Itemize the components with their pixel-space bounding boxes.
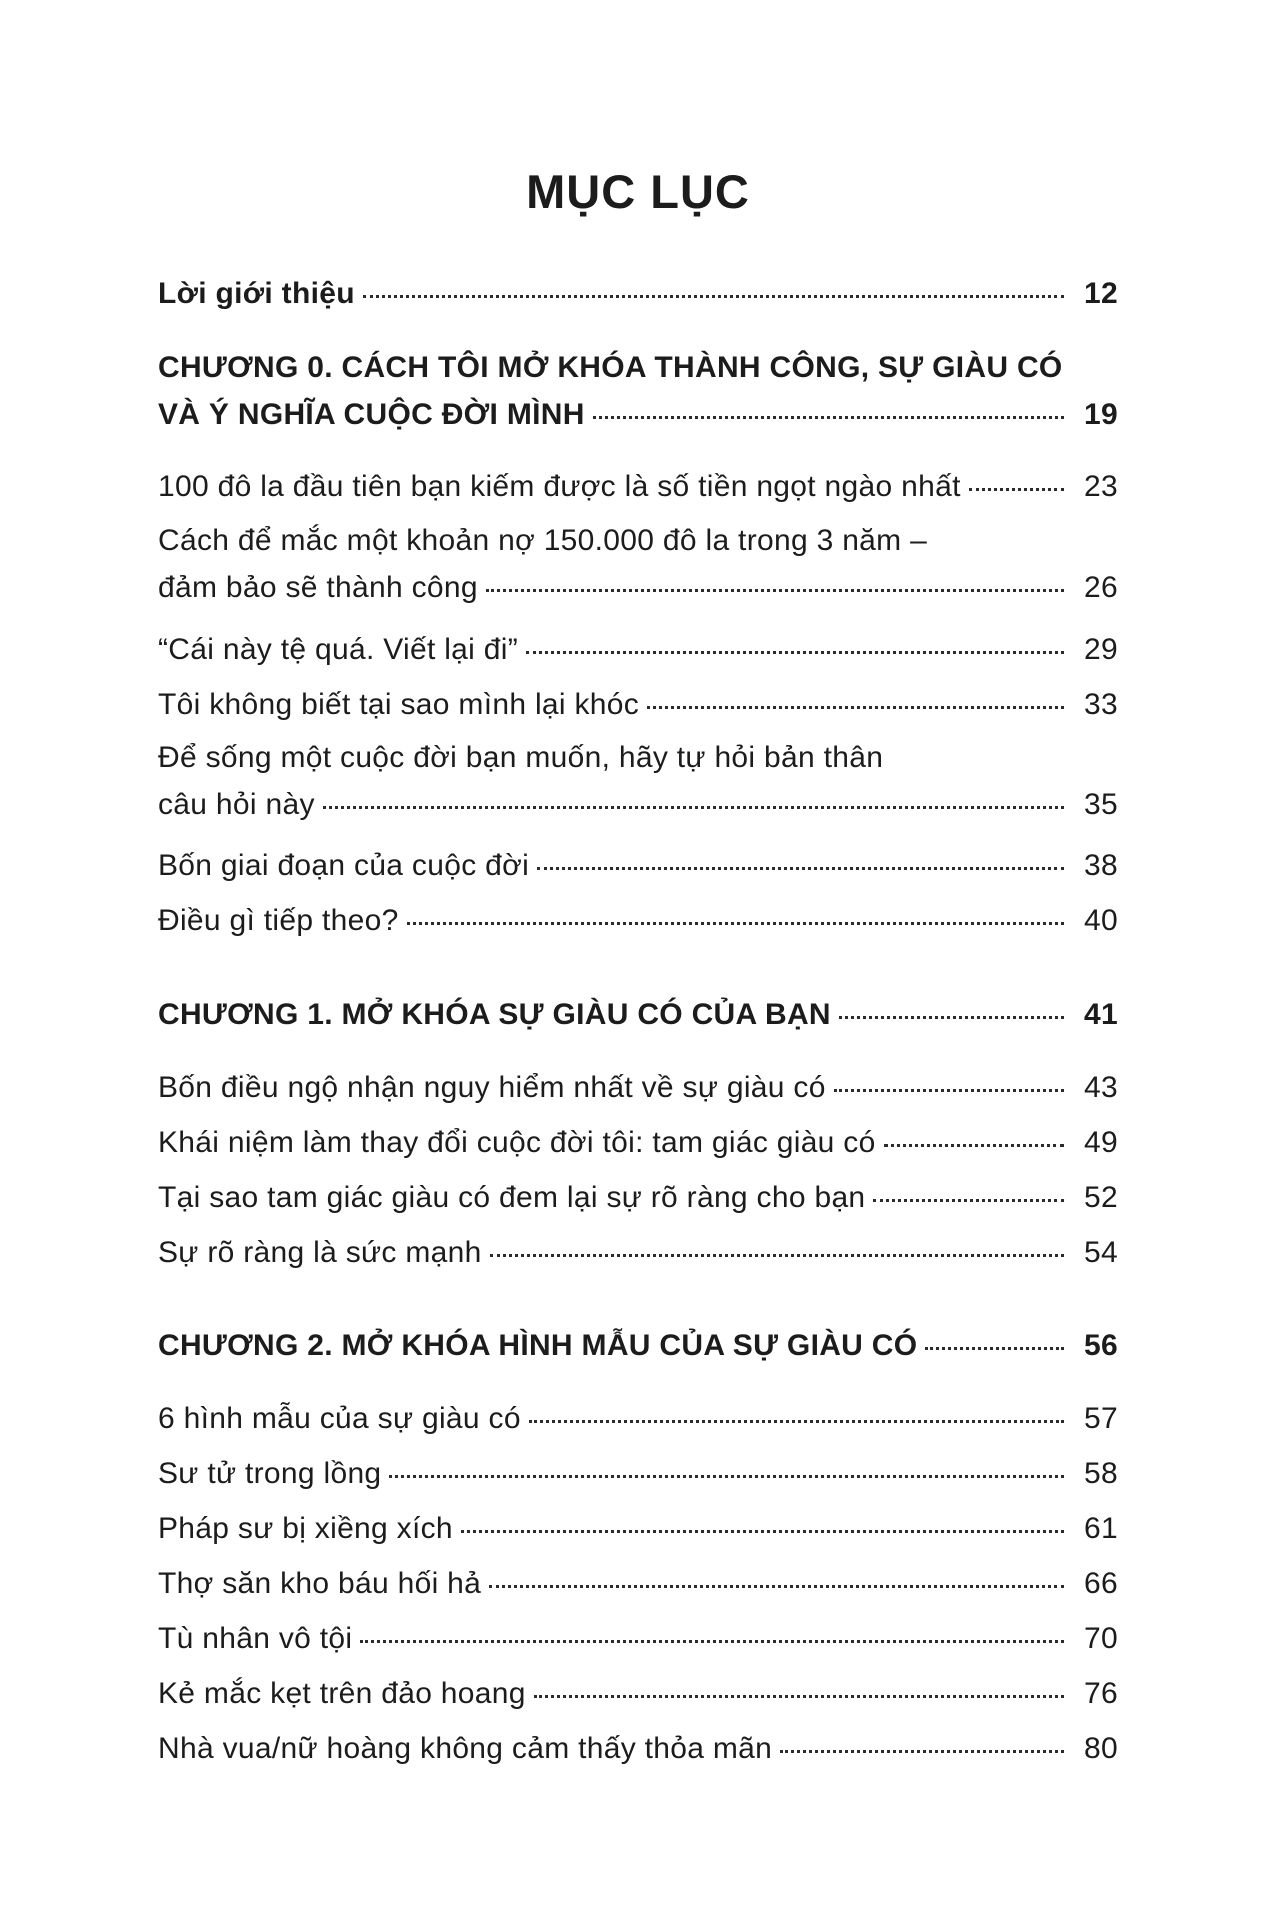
entry-title: Pháp sư bị xiềng xích (158, 1512, 453, 1545)
page-number: 49 (1084, 1126, 1118, 1159)
page-number: 29 (1084, 633, 1118, 666)
toc-entry[interactable] (158, 1730, 1118, 1768)
page-number: 66 (1084, 1567, 1118, 1600)
toc-entry[interactable] (158, 739, 1118, 824)
page-number: 56 (1084, 1329, 1118, 1362)
entry-title: Lời giới thiệu (158, 277, 355, 310)
entry-title: Tại sao tam giác giàu có đem lại sự rõ ràng cho bạn (158, 1181, 866, 1214)
entry-title: CHƯƠNG 2. MỞ KHÓA HÌNH MẪU CỦA SỰ GIÀU CÓ (158, 1329, 918, 1362)
toc-entry[interactable] (158, 686, 1118, 724)
dot-leader (969, 488, 1064, 491)
entry-title: Nhà vua/nữ hoàng không cảm thấy thỏa mãn (158, 1732, 773, 1765)
entry-title: đảm bảo sẽ thành công (158, 571, 478, 604)
page-number: 61 (1084, 1512, 1118, 1545)
dot-leader (534, 1695, 1064, 1698)
entry-title: Tôi không biết tại sao mình lại khóc (158, 688, 640, 721)
entry-title: VÀ Ý NGHĨA CUỘC ĐỜI MÌNH (158, 398, 585, 431)
toc-entry[interactable] (158, 902, 1118, 940)
entry-title: Điều gì tiếp theo? (158, 904, 399, 937)
entry-title: câu hỏi này (158, 788, 315, 821)
page-number: 54 (1084, 1236, 1118, 1269)
dot-leader (647, 706, 1064, 709)
entry-title: CHƯƠNG 1. MỞ KHÓA SỰ GIÀU CÓ CỦA BẠN (158, 998, 831, 1031)
dot-leader (360, 1640, 1064, 1643)
toc-heading[interactable] (158, 996, 1118, 1034)
dot-leader (389, 1475, 1064, 1478)
page-number: 38 (1084, 849, 1118, 882)
toc-heading[interactable] (158, 275, 1118, 313)
dot-leader (884, 1144, 1064, 1147)
entry-title: Sư tử trong lồng (158, 1457, 382, 1490)
toc-entry[interactable] (158, 847, 1118, 885)
toc-heading[interactable] (158, 1327, 1118, 1365)
dot-leader (461, 1530, 1064, 1533)
dot-leader (780, 1750, 1064, 1753)
dot-leader (873, 1199, 1064, 1202)
entry-title: Thợ săn kho báu hối hả (158, 1567, 482, 1600)
entry-title: Tù nhân vô tội (158, 1622, 353, 1655)
toc-entry[interactable] (158, 1675, 1118, 1713)
dot-leader (323, 806, 1064, 809)
entry-title: Bốn giai đoạn của cuộc đời (158, 849, 530, 882)
page-number: 57 (1084, 1402, 1118, 1435)
entry-title: Bốn điều ngộ nhận nguy hiểm nhất về sự giàu có (158, 1071, 826, 1104)
dot-leader (407, 922, 1064, 925)
page-number: 58 (1084, 1457, 1118, 1490)
dot-leader (490, 1254, 1064, 1257)
page-number: 41 (1084, 998, 1118, 1031)
toc-entry[interactable] (158, 1124, 1118, 1162)
dot-leader (529, 1420, 1064, 1423)
toc-entry[interactable] (158, 1620, 1118, 1658)
dot-leader (363, 295, 1064, 298)
toc-entry[interactable] (158, 1565, 1118, 1603)
toc-entry[interactable] (158, 522, 1118, 607)
dot-leader (537, 867, 1064, 870)
page-title: MỤC LỤC (526, 165, 750, 218)
entry-title: Sự rõ ràng là sức mạnh (158, 1236, 482, 1269)
page-number: 52 (1084, 1181, 1118, 1214)
dot-leader (834, 1089, 1064, 1092)
dot-leader (839, 1016, 1064, 1019)
toc-entry[interactable] (158, 1234, 1118, 1272)
page-number: 40 (1084, 904, 1118, 937)
page-number: 80 (1084, 1732, 1118, 1765)
dot-leader (526, 651, 1064, 654)
entry-title: “Cái này tệ quá. Viết lại đi” (158, 633, 518, 666)
entry-title: Kẻ mắc kẹt trên đảo hoang (158, 1677, 526, 1710)
entry-title: Khái niệm làm thay đổi cuộc đời tôi: tam giác giàu có (158, 1126, 876, 1159)
page-number: 43 (1084, 1071, 1118, 1104)
toc-entry[interactable] (158, 1455, 1118, 1493)
toc-entry[interactable] (158, 1179, 1118, 1217)
toc-entry[interactable] (158, 631, 1118, 669)
dot-leader (489, 1585, 1064, 1588)
entry-title: Để sống một cuộc đời bạn muốn, hãy tự hỏi bản thân (158, 741, 884, 774)
entry-title: Cách để mắc một khoản nợ 150.000 đô la trong 3 năm – (158, 524, 928, 557)
page-number: 12 (1084, 277, 1118, 310)
toc-entry[interactable] (158, 1069, 1118, 1107)
toc-heading[interactable] (158, 349, 1118, 434)
dot-leader (486, 589, 1064, 592)
entry-title: 100 đô la đầu tiên bạn kiếm được là số tiền ngọt ngào nhất (158, 470, 961, 503)
page-number: 26 (1084, 571, 1118, 604)
toc-entry[interactable] (158, 468, 1118, 506)
entry-title: 6 hình mẫu của sự giàu có (158, 1402, 521, 1435)
toc-entry[interactable] (158, 1400, 1118, 1438)
dot-leader (925, 1347, 1064, 1350)
page-number: 70 (1084, 1622, 1118, 1655)
page-number: 76 (1084, 1677, 1118, 1710)
entry-title: CHƯƠNG 0. CÁCH TÔI MỞ KHÓA THÀNH CÔNG, SỰ GIÀU CÓ (158, 351, 1063, 384)
page-number: 35 (1084, 788, 1118, 821)
dot-leader (593, 416, 1064, 419)
page-number: 19 (1084, 398, 1118, 431)
toc-entry[interactable] (158, 1510, 1118, 1548)
page-number: 23 (1084, 470, 1118, 503)
page-number: 33 (1084, 688, 1118, 721)
